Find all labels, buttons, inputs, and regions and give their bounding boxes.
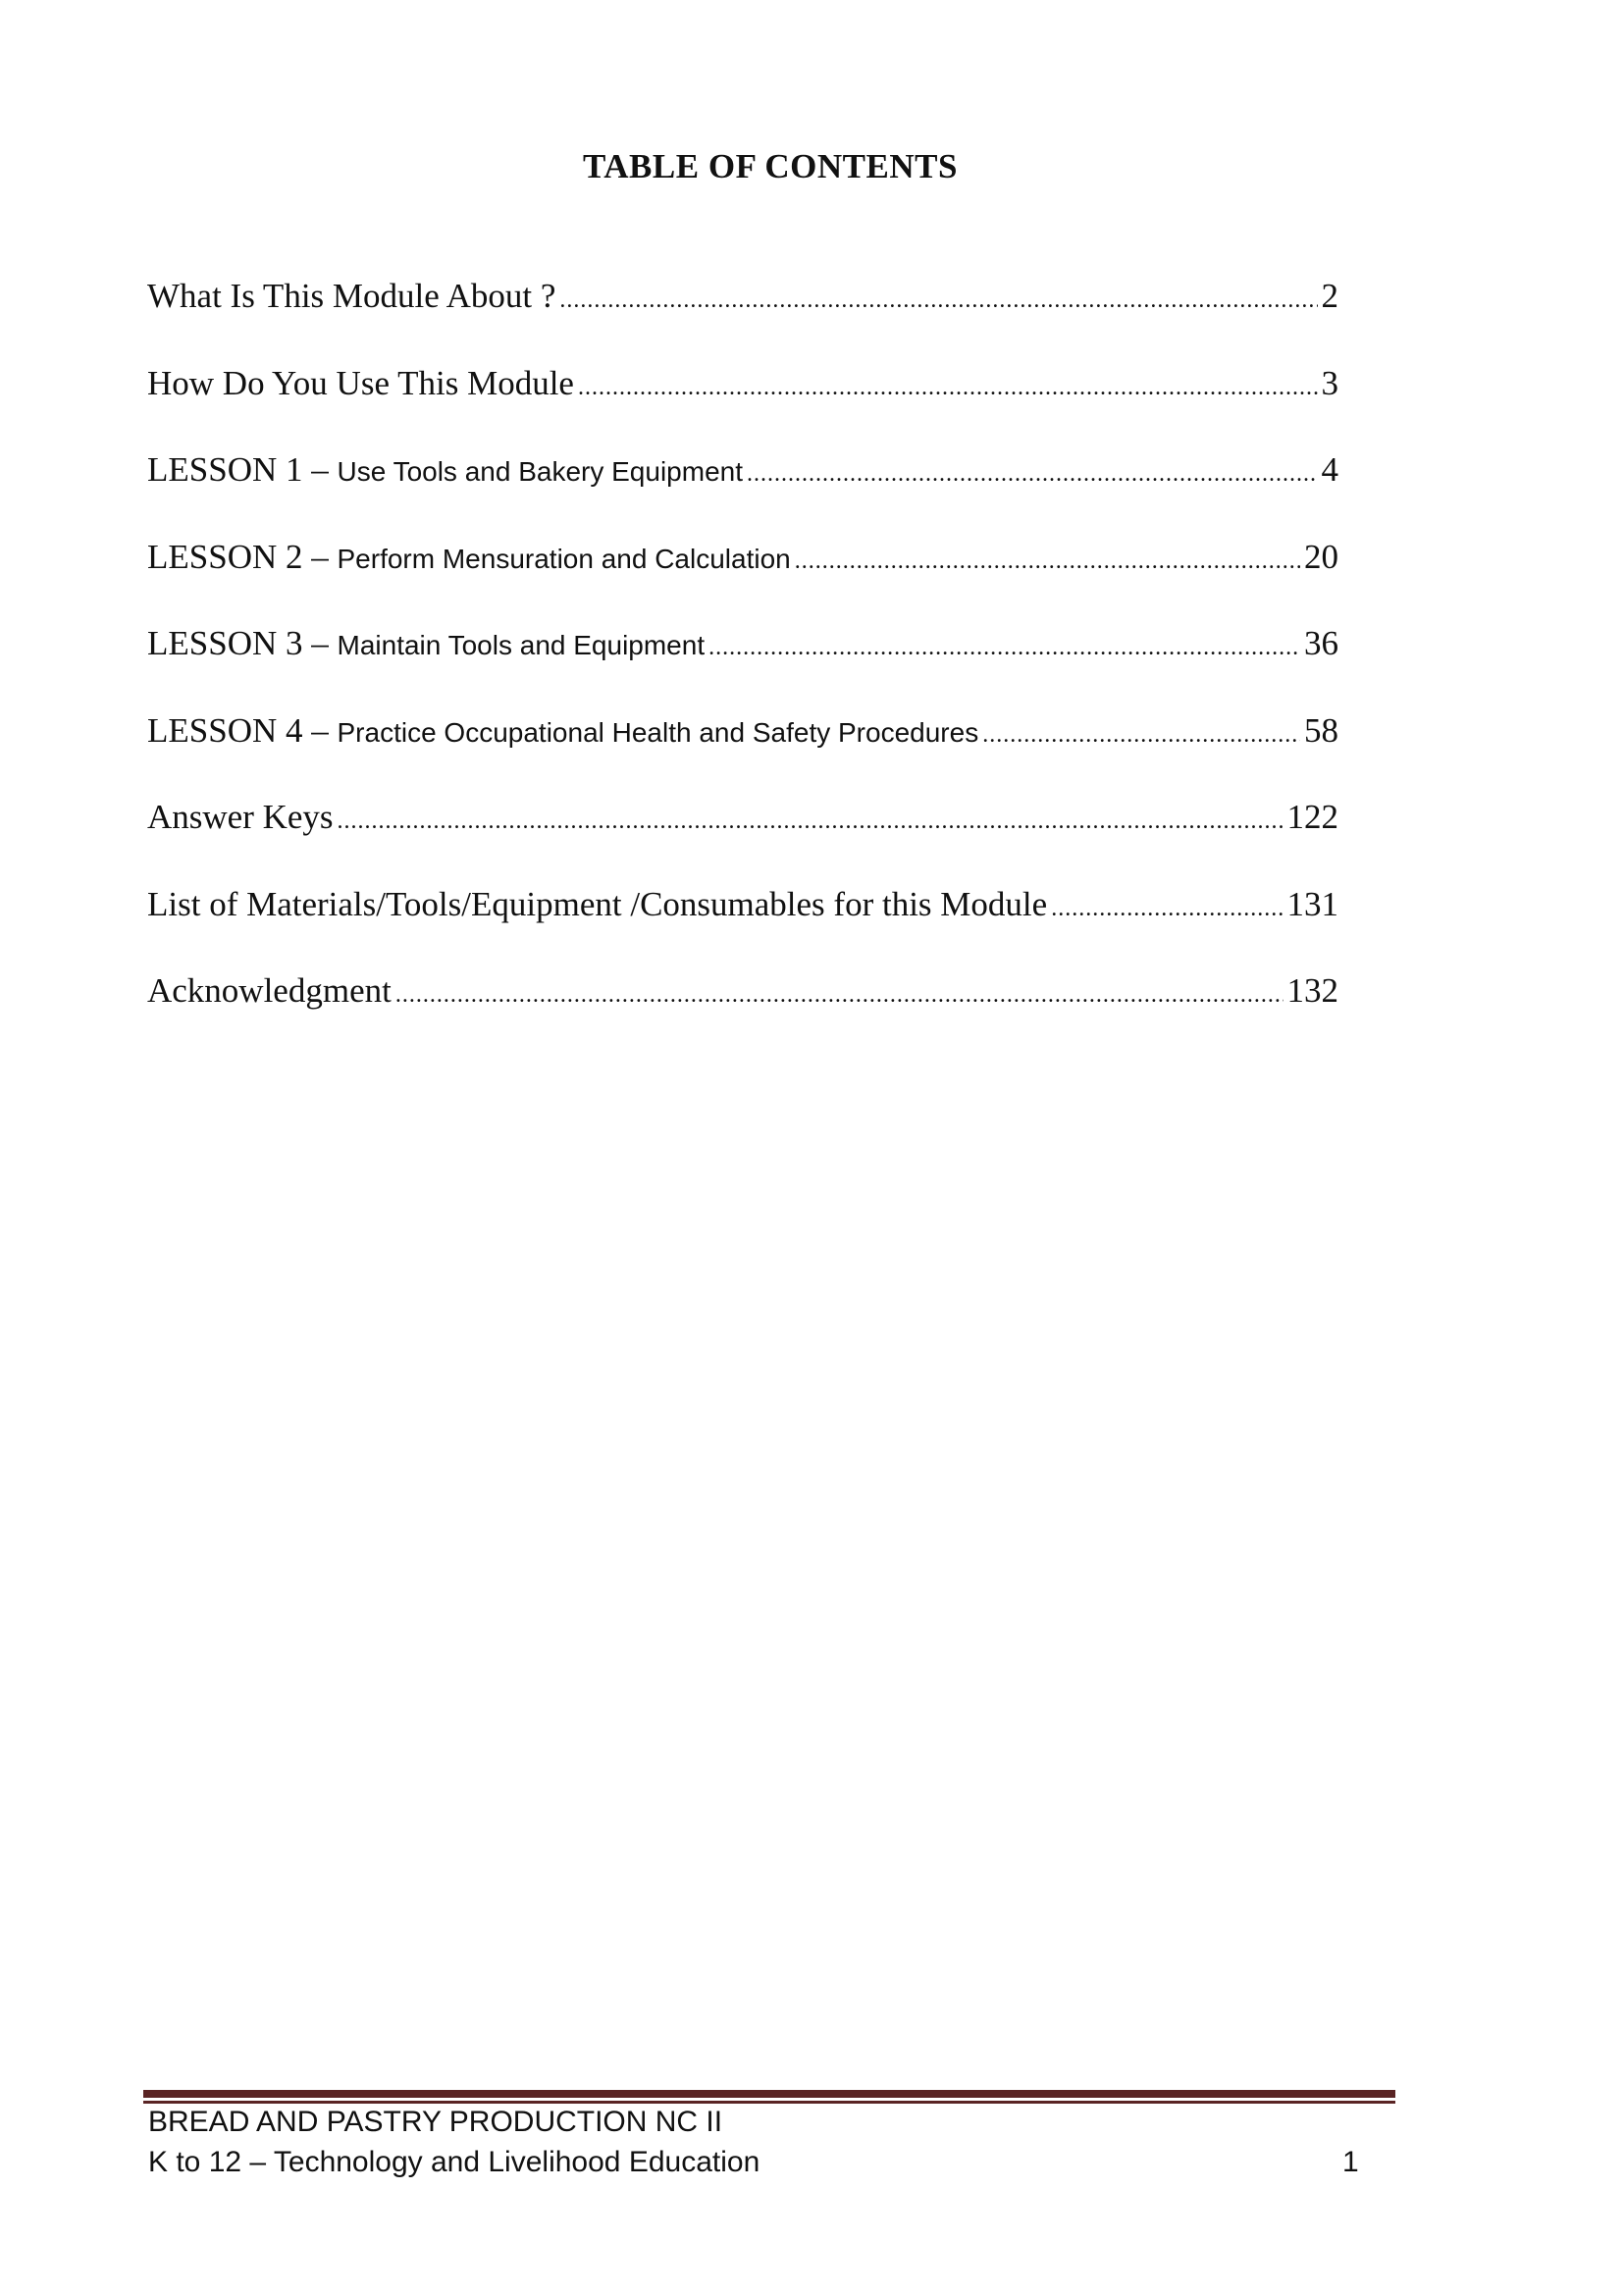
entry-page: 122 [1286, 798, 1338, 836]
toc-entry[interactable] [147, 971, 1338, 1059]
entry-prefix: LESSON 3 – [147, 624, 329, 662]
dot-leader [338, 808, 1283, 835]
toc-entry[interactable] [147, 711, 1338, 799]
dot-leader [559, 287, 1317, 314]
entry-title: Practice Occupational Health and Safety Procedures [337, 716, 979, 748]
toc-entry[interactable] [147, 538, 1338, 625]
toc-entry[interactable] [147, 885, 1338, 972]
entry-page: 131 [1286, 884, 1338, 923]
entry-page: 132 [1286, 971, 1338, 1010]
entry-page: 2 [1321, 277, 1338, 315]
footer-program: K to 12 – Technology and Livelihood Education [148, 2146, 760, 2178]
toc-entry[interactable] [147, 450, 1338, 538]
toc-entry[interactable] [147, 364, 1338, 451]
table-of-contents [147, 277, 1338, 1059]
entry-prefix: LESSON 2 – [147, 537, 329, 576]
entry-title: Perform Mensuration and Calculation [337, 543, 791, 574]
dot-leader [578, 375, 1318, 401]
entry-prefix: LESSON 1 – [147, 450, 329, 489]
footer-course-title: BREAD AND PASTRY PRODUCTION NC II [148, 2106, 723, 2138]
footer-rule-thin [143, 2101, 1395, 2104]
entry-title: Maintain Tools and Equipment [337, 630, 706, 660]
page-number: 1 [1342, 2146, 1359, 2178]
footer-rule-thick [143, 2090, 1395, 2098]
dot-leader [708, 635, 1300, 661]
entry-page: 4 [1321, 450, 1338, 489]
entry-title: Answer Keys [147, 798, 334, 836]
entry-page: 58 [1304, 710, 1338, 750]
entry-page: 36 [1304, 624, 1338, 662]
entry-page: 3 [1321, 363, 1338, 402]
dot-leader [795, 548, 1300, 575]
entry-title: How Do You Use This Module [147, 363, 574, 402]
dot-leader [1051, 896, 1283, 922]
dot-leader [395, 982, 1283, 1009]
dot-leader [982, 722, 1300, 749]
entry-prefix: LESSON 4 – [147, 710, 329, 750]
entry-title: Acknowledgment [147, 971, 392, 1010]
entry-title: Use Tools and Bakery Equipment [337, 456, 743, 487]
toc-entry[interactable] [147, 798, 1338, 885]
dot-leader [747, 461, 1318, 488]
entry-title: What Is This Module About ? [147, 277, 556, 315]
entry-page: 20 [1304, 537, 1338, 576]
page-title: TABLE OF CONTENTS [583, 147, 958, 185]
toc-entry[interactable] [147, 624, 1338, 711]
entry-title: List of Materials/Tools/Equipment /Consumables for this Module [147, 884, 1048, 923]
toc-entry[interactable] [147, 277, 1338, 364]
